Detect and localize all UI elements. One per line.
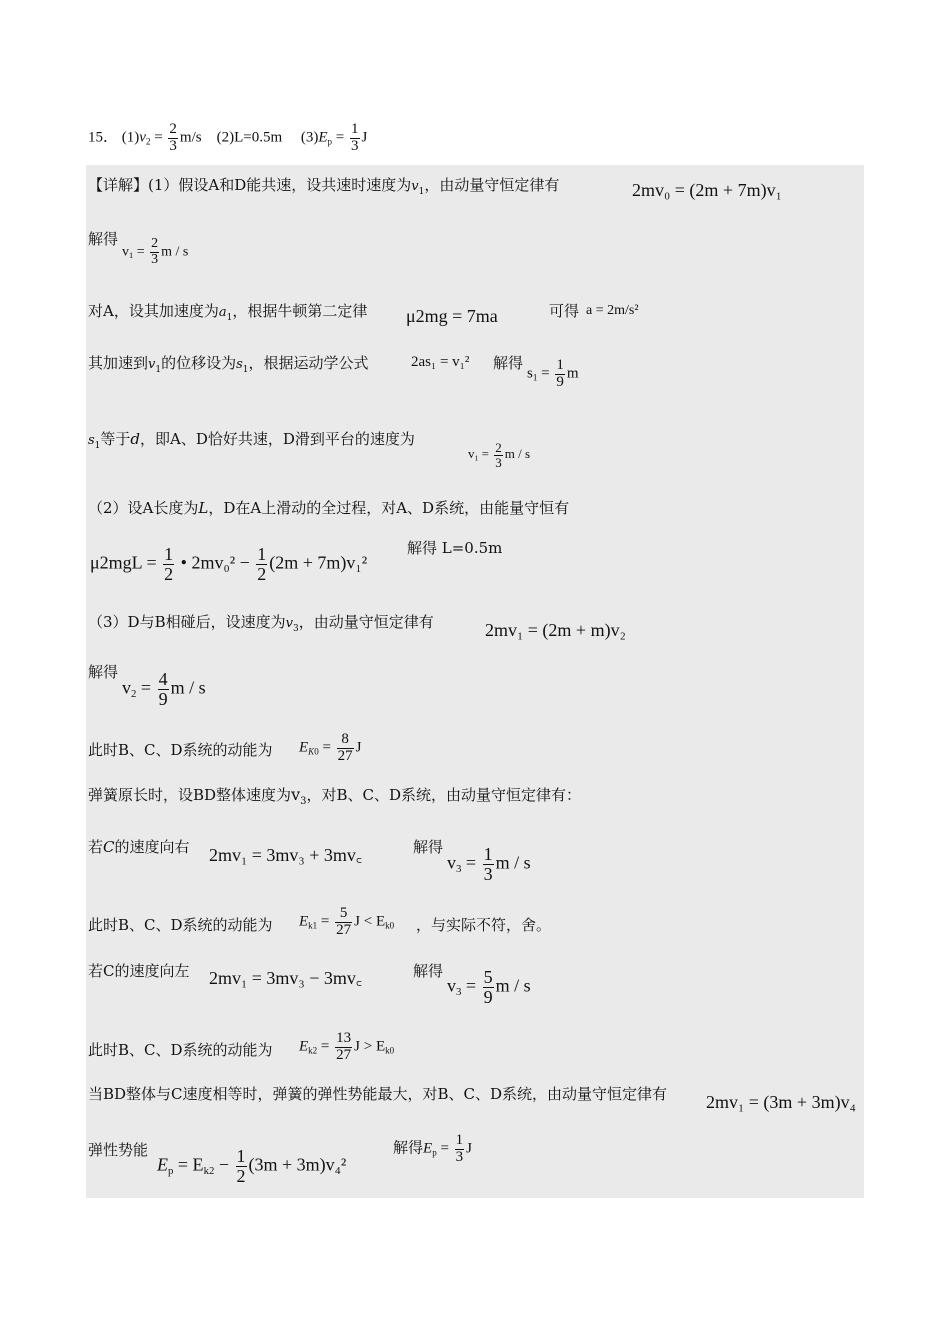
eq-v3-left: $v_3$ = $\frac{5}{9}$ m / s [447, 967, 531, 1007]
detail-line-15: 弹性势能 [88, 1141, 149, 1159]
eq-v1-again: $v_1$ = $\frac{2}{3}$ m / s [468, 440, 531, 470]
eq-left: 2mv₁ = 3mv₃ − 3mv꜀ [209, 968, 363, 988]
eq-v1: $v_1$ = $\frac{2}{3}$ m / s [122, 236, 189, 267]
eq-momentum-2: 2mv₁ = (2m + m)v₂ [485, 620, 626, 640]
eq-ek0: $E_{K0}$ = $\frac{8}{27}$ J [299, 731, 362, 764]
eq-ek1: $E_{k1}$ = $\frac{5}{27}$ $J < E_{k0}$ [299, 905, 395, 938]
eq-acceleration: a = 2m/s² [586, 303, 639, 318]
eq-ek2: $E_{k2}$ = $\frac{13}{27}$ $J > E_{k0}$ [299, 1030, 395, 1063]
eq-kinematics: 2as₁ = v₁² [411, 354, 470, 370]
detail-line-10: 若C的速度向右 [88, 838, 190, 856]
eq-momentum-3: 2mv₁ = (3m + 3m)v₄ [706, 1092, 856, 1112]
ep-result: 解得$E_p$ = $\frac{1}{3}$ J [393, 1132, 472, 1165]
eq-momentum-1: 2mv₀ = (2m + 7m)v₁ [632, 180, 782, 200]
answer-line: 15． $(1)v_2$ = $\frac{2}{3}$ m/s (2)L=0.5m $(3)E_p$ = $\frac{1}{3}$ J [88, 121, 368, 154]
fraction: $\frac{2}{3}$ [169, 121, 177, 154]
solve-label: 解得 [88, 230, 119, 248]
question-number: 15． [88, 129, 119, 146]
detail-line-14: 当BD整体与C速度相等时，弹簧的弹性势能最大，对B、C、D系统，由动量守恒定律有 [88, 1085, 668, 1103]
L-result: 解得 L=0.5m [407, 539, 503, 557]
detail-line-8: 此时B、C、D系统的动能为 [88, 741, 273, 759]
detail-line-13: 此时B、C、D系统的动能为 [88, 1041, 273, 1059]
detail-line-9: 弹簧原长时，设BD整体速度为$v_3$，对B、C、D系统，由动量守恒定律有： [88, 785, 582, 807]
fraction: $\frac{1}{3}$ [351, 121, 359, 154]
eq-s1: $s_1$ = $\frac{1}{9}$ m [527, 357, 579, 390]
eq-newton: μ2mg = 7ma [406, 306, 498, 326]
eq-v2: $v_2$ = $\frac{4}{9}$ m / s [122, 669, 206, 709]
eq-v3-right: $v_3$ = $\frac{1}{3}$ m / s [447, 844, 531, 884]
eq-ep: $E_p = E_{k2}$ − $\frac{1}{2}$ (3m + 3m)v₄² [157, 1146, 347, 1186]
detail-line-7: （3）D与B相碰后，设速度为$v_3$，由动量守恒定律有 [88, 613, 434, 634]
eq-energy: μ2mgL = $\frac{1}{2}$ • 2mv₀² − $\frac{1}{2}$ (2m + 7m)v₁² [90, 544, 368, 584]
detail-line-6: （2）设A长度为L，D在A上滑动的全过程，对A、D系统，由能量守恒有 [88, 499, 570, 517]
detail-line-12: 若C的速度向左 [88, 962, 190, 980]
detail-line-1: 【详解】(1）假设A和D能共速，设共速时速度为$v_1$，由动量守恒定律有 [88, 176, 560, 197]
detail-line-4: 其加速到$v_1$的位移设为$s_1$，根据运动学公式 [88, 354, 369, 375]
detail-line-11: 此时B、C、D系统的动能为 [88, 916, 273, 934]
detail-line-5: $s_1$等于d，即A、D恰好共速，D滑到平台的速度为 [88, 430, 415, 451]
detail-line-3: 对A，设其加速度为$a_1$，根据牛顿第二定律 [88, 302, 368, 323]
eq-right: 2mv₁ = 3mv₃ + 3mv꜀ [209, 845, 363, 865]
